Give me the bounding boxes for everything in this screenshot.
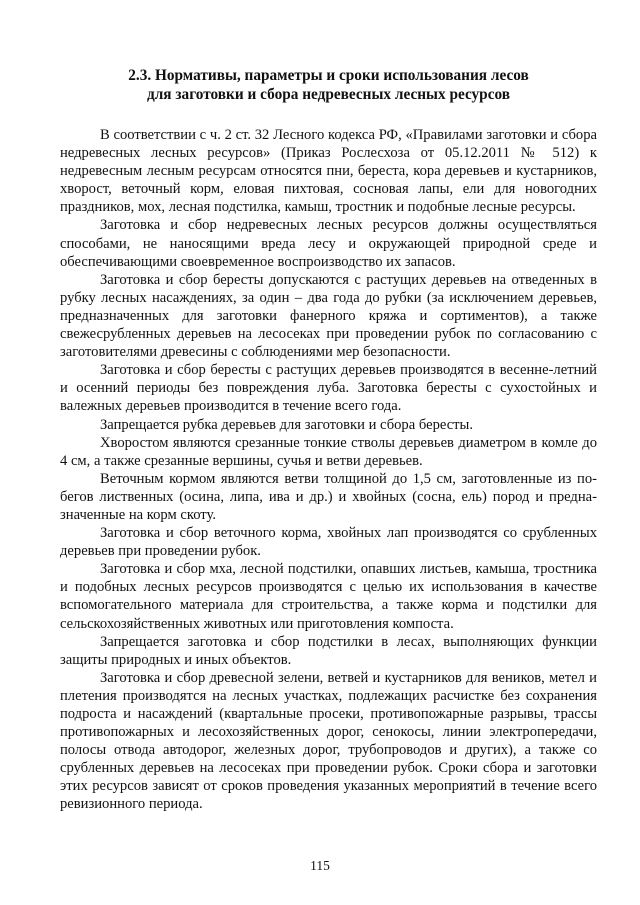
paragraph: Веточным кормом являются ветви толщиной до 1,5 см, заготовленные из побегов лиственных (осина, липа, ива и др.) и хвойных (сосна, ель) пород и предназначенные на корм скоту. — [60, 470, 597, 523]
paragraph: Запрещается заготовка и сбор подстилки в лесах, выполняющих функции защиты природных и иных объектов. — [60, 633, 597, 668]
paragraph: Заготовка и сбор бересты допускаются с растущих деревьев на отведенных в рубку лесных насаждениях, за один – два года до рубки (за исключением деревьев, предназначенных для заготовки фанерного кряжа и сортиментов), а также свежесрубленных деревьев на лесосеках при проведении рубок по согласованию с заготовителями древесины с соблюдениями мер безопасности. — [60, 271, 597, 361]
paragraph: В соответствии с ч. 2 ст. 32 Лесного кодекса РФ, «Правилами заготовки и сбора недревесных лесных ресурсов» (Приказ Рослесхоза от 05.12.2011 № 512) к недревесным лесным ресурсам относятся пни, береста, кора деревьев и кустарников, хворост, веточный корм, еловая пихтовая, сосновая лапы, ели для новогодних праздников, мох, лесная подстилка, камыш, тростник и подобные лесные ресурсы. — [60, 127, 597, 216]
paragraph: Заготовка и сбор бересты с растущих деревьев производятся в весенне-летний и осенний периоды без повреждения луба. Заготовка бересты с сухостойных и валежных деревьев производится в течение всего года. — [60, 362, 597, 415]
section-title — [60, 66, 597, 104]
paragraph: Запрещается рубка деревьев для заготовки и сбора бересты. — [100, 416, 474, 433]
page-number: 115 — [310, 858, 330, 873]
paragraph: Заготовка и сбор древесной зелени, ветвей и кустарников для веников, метел и плетения производятся на лесных участках, подлежащих расчистке без сохранения подроста и насаждений (квартальные просеки, противопожарные разрывы, трассы противопожарных и лесохозяйственных дорог, сенокосы, линии электропередачи, полосы отвода автодорог, железных дорог, трубопроводов и других), а также со срубленных деревьев на лесосеках при проведении рубок. Сроки сбора и заготовки этих ресурсов зависят от сроков проведения указанных мероприятий в течение всего ревизионного периода. — [60, 669, 597, 813]
paragraph: Заготовка и сбор веточного корма, хвойных лап производятся со срубленных деревьев при проведении рубок. — [60, 525, 597, 560]
section-title-line-1: 2.3. Нормативы, параметры и сроки использования лесов — [128, 67, 529, 84]
paragraph: Заготовка и сбор мха, лесной подстилки, опавших листьев, камыша, тростника и подобных лесных ресурсов производятся с целью их использования в качестве вспомогательного материала для строительства, а также корма и подстилки для сельскохозяйственных животных или приготовления компоста. — [60, 561, 597, 632]
document-body — [60, 126, 597, 814]
paragraph: Хворостом являются срезанные тонкие стволы деревьев диаметром в комле до 4 см, а также срезанные вершины, сучья и ветви деревьев. — [60, 434, 597, 469]
paragraph: Заготовка и сбор недревесных лесных ресурсов должны осуществляться способами, не наносящими вреда лесу и окружающей природной среде и обеспечивающими своевременное воспроизводство их запасов. — [60, 217, 597, 270]
section-title-line-2: для заготовки и сбора недревесных лесных ресурсов — [146, 86, 511, 103]
